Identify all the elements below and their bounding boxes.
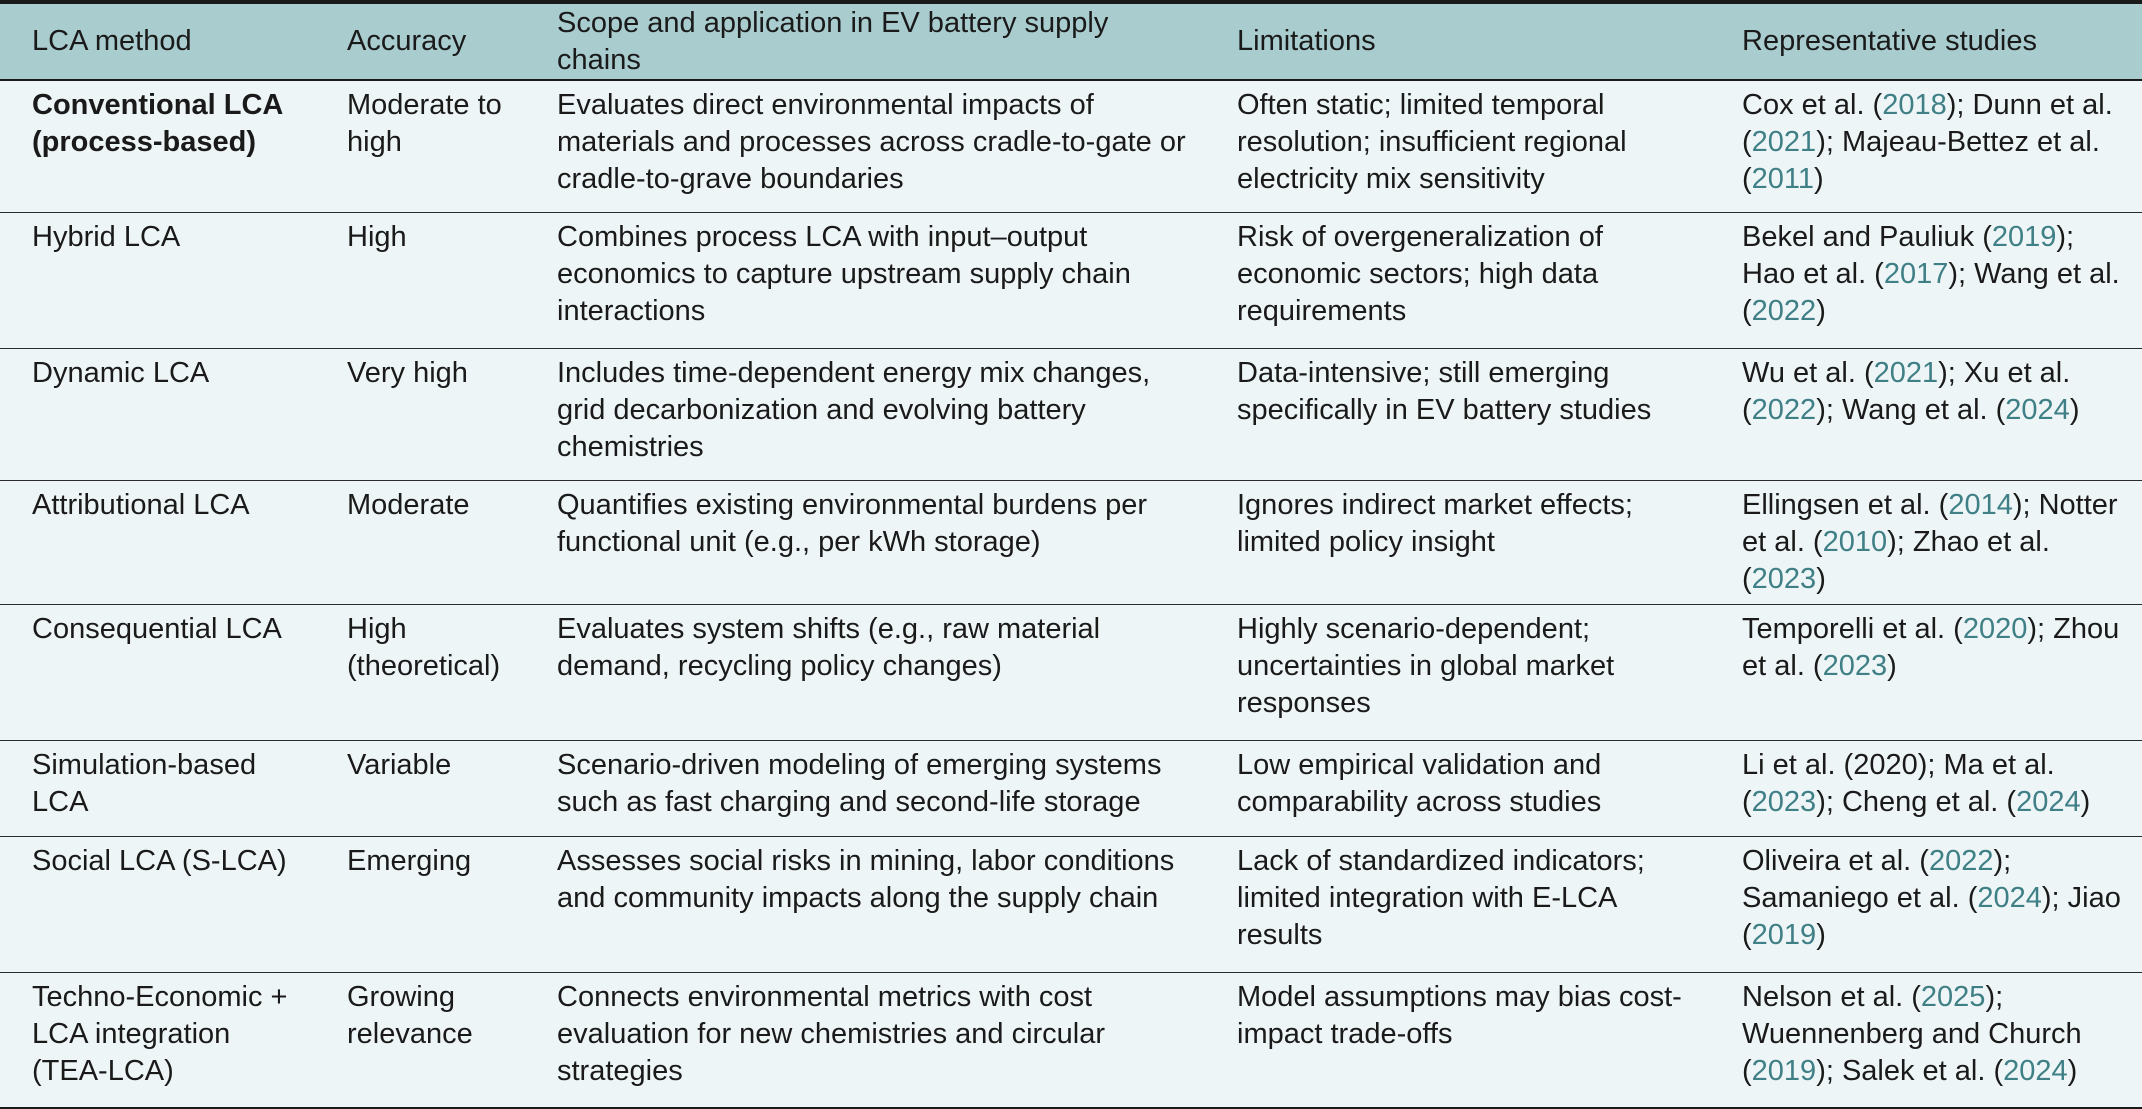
citation-text: Bekel and Pauliuk (	[1742, 220, 1992, 253]
cell-method: Social LCA (S-LCA)	[32, 844, 287, 877]
citation-year-link[interactable]: 2023	[1751, 562, 1817, 595]
citation-year-link[interactable]: 2021	[1751, 126, 1817, 158]
header-limitations: Limitations	[1205, 2, 1710, 80]
header-scope: Scope and application in EV battery supply chains	[525, 2, 1205, 80]
citation-year-link[interactable]: 2023	[1751, 785, 1817, 818]
cell-method: Attributional LCA	[32, 488, 250, 521]
cell-scope: Evaluates direct environmental impacts of materials and processes across cradle-to-gate or cradle-to-grave boundaries	[557, 89, 1186, 195]
cell-limitations: Often static; limited temporal resolution; insufficient regional electricity mix sensitivity	[1237, 89, 1627, 195]
citation-year-link[interactable]: 2017	[1883, 257, 1949, 290]
cell-studies	[1710, 740, 2142, 836]
citation-text: Oliveira et al. (	[1742, 844, 1929, 877]
citation-year-link[interactable]: 2021	[1873, 356, 1939, 389]
cell-accuracy: Moderate	[347, 488, 470, 521]
citation-year-link[interactable]: 2019	[1751, 918, 1817, 951]
citation-text: )	[2067, 1054, 2078, 1087]
citation-text: ); Majeau-Bettez et al. (	[1742, 126, 2100, 195]
citation-year-link[interactable]: 2023	[1822, 649, 1888, 682]
citation-text: ); Samaniego et al. (	[1742, 844, 2012, 914]
cell-method: Dynamic LCA	[32, 356, 210, 389]
citation-text: ); Jiao (	[1742, 881, 2121, 951]
table-row	[0, 972, 2142, 1108]
citation-text: ); Hao et al. (	[1742, 220, 2075, 290]
citation-year-link[interactable]: 2024	[2003, 1054, 2068, 1087]
cell-accuracy: High (theoretical)	[347, 612, 501, 682]
cell-studies	[1710, 80, 2142, 212]
citation-year-link[interactable]: 2011	[1751, 163, 1815, 195]
citation-year-link[interactable]: 2020	[1962, 612, 2028, 645]
citation-text: )	[2069, 393, 2080, 426]
citation-text: )	[1814, 163, 1824, 195]
cell-accuracy: High	[347, 220, 407, 253]
citation-year-link[interactable]: 2019	[1991, 220, 2057, 253]
citation-text: )	[2080, 785, 2091, 818]
citation-text: ); Wuennenberg and Church (	[1742, 980, 2082, 1087]
citation-text: )	[1816, 294, 1826, 327]
cell-limitations: Data-intensive; still emerging specifically in EV battery studies	[1237, 356, 1652, 426]
cell-method: Techno-Economic + LCA integration (TEA-LCA)	[32, 980, 288, 1087]
cell-limitations: Risk of overgeneralization of economic sectors; high data requirements	[1237, 220, 1603, 327]
cell-scope: Includes time-dependent energy mix changes, grid decarbonization and evolving battery chemistries	[557, 356, 1151, 463]
citation-year-link[interactable]: 2010	[1822, 525, 1888, 558]
cell-scope: Assesses social risks in mining, labor conditions and community impacts along the supply chain	[557, 844, 1175, 914]
citation-year-link[interactable]: 2019	[1751, 1054, 1817, 1087]
citation-text: ); Dunn et al. (	[1742, 89, 2113, 158]
cell-method: Consequential LCA	[32, 612, 282, 645]
citation-year-link[interactable]: 2024	[2005, 393, 2070, 426]
header-lca-method: LCA method	[0, 2, 315, 80]
header-accuracy: Accuracy	[315, 2, 525, 80]
cell-limitations: Highly scenario-dependent; uncertainties in global market responses	[1237, 612, 1615, 719]
citation-year-link[interactable]: 2022	[1928, 844, 1994, 877]
cell-method: Simulation-based LCA	[32, 748, 257, 818]
citation-text: ); Notter et al. (	[1742, 488, 2118, 558]
citation-year-link[interactable]: 2022	[1751, 393, 1817, 426]
citation-year-link[interactable]: 2024	[1977, 881, 2042, 914]
cell-studies	[1710, 212, 2142, 348]
table-row	[0, 604, 2142, 740]
citation-text: ); Zhao et al. (	[1742, 525, 2050, 595]
citation-text: Li et al. (2020); Ma et al. (	[1742, 748, 2055, 818]
citation-text: ); Wang et al. (	[1816, 393, 2006, 426]
cell-scope: Evaluates system shifts (e.g., raw material demand, recycling policy changes)	[557, 612, 1101, 682]
cell-studies	[1710, 348, 2142, 480]
table-row	[0, 80, 2142, 212]
citation-year-link[interactable]: 2024	[2016, 785, 2081, 818]
cell-scope: Scenario-driven modeling of emerging systems such as fast charging and second-life storage	[557, 748, 1162, 818]
table-row	[0, 212, 2142, 348]
table-header	[0, 2, 2142, 80]
cell-scope: Connects environmental metrics with cost evaluation for new chemistries and circular strategies	[557, 980, 1106, 1087]
table-body	[0, 80, 2142, 1108]
table-row	[0, 480, 2142, 604]
citation-text: )	[1887, 649, 1897, 682]
citation-text: ); Salek et al. (	[1816, 1054, 2004, 1087]
citation-year-link[interactable]: 2022	[1751, 294, 1817, 327]
citation-text: ); Xu et al. (	[1742, 356, 2071, 426]
cell-studies	[1710, 604, 2142, 740]
table-row	[0, 836, 2142, 972]
citation-text: )	[1816, 562, 1826, 595]
citation-text: Wu et al. (	[1742, 356, 1874, 389]
table-row	[0, 348, 2142, 480]
citation-text: ); Wang et al. (	[1742, 257, 2120, 327]
citation-text: Ellingsen et al. (	[1742, 488, 1949, 521]
citation-text: )	[1816, 918, 1826, 951]
cell-accuracy: Emerging	[347, 844, 472, 877]
citation-text: Nelson et al. (	[1742, 980, 1921, 1013]
cell-accuracy: Variable	[347, 748, 452, 781]
header-representative-studies: Representative studies	[1710, 2, 2142, 80]
cell-method: Hybrid LCA	[32, 220, 181, 253]
cell-accuracy: Very high	[347, 356, 468, 389]
cell-accuracy: Growing relevance	[347, 980, 473, 1050]
cell-studies	[1710, 480, 2142, 604]
cell-limitations: Ignores indirect market effects; limited policy insight	[1237, 488, 1633, 558]
cell-studies	[1710, 972, 2142, 1108]
table-row	[0, 740, 2142, 836]
cell-limitations: Low empirical validation and comparability across studies	[1237, 748, 1602, 818]
citation-text: Cox et al. (	[1742, 89, 1883, 121]
citation-year-link[interactable]: 2014	[1948, 488, 2013, 521]
citation-text: ); Zhou et al. (	[1742, 612, 2120, 682]
cell-scope: Combines process LCA with input–output economics to capture upstream supply chain interactions	[557, 220, 1131, 327]
cell-scope: Quantifies existing environmental burdens per functional unit (e.g., per kWh storage)	[557, 488, 1147, 558]
citation-text: Temporelli et al. (	[1742, 612, 1963, 645]
citation-text: ); Cheng et al. (	[1816, 785, 2017, 818]
citation-year-link[interactable]: 2018	[1882, 89, 1947, 121]
cell-studies	[1710, 836, 2142, 972]
cell-method: Conventional LCA (process-based)	[32, 89, 283, 158]
cell-limitations: Lack of standardized indicators; limited integration with E-LCA results	[1237, 844, 1645, 951]
header-row	[0, 2, 2142, 80]
cell-limitations: Model assumptions may bias cost-impact trade-offs	[1237, 980, 1682, 1050]
cell-accuracy: Moderate to high	[347, 89, 502, 158]
citation-year-link[interactable]: 2025	[1920, 980, 1986, 1013]
